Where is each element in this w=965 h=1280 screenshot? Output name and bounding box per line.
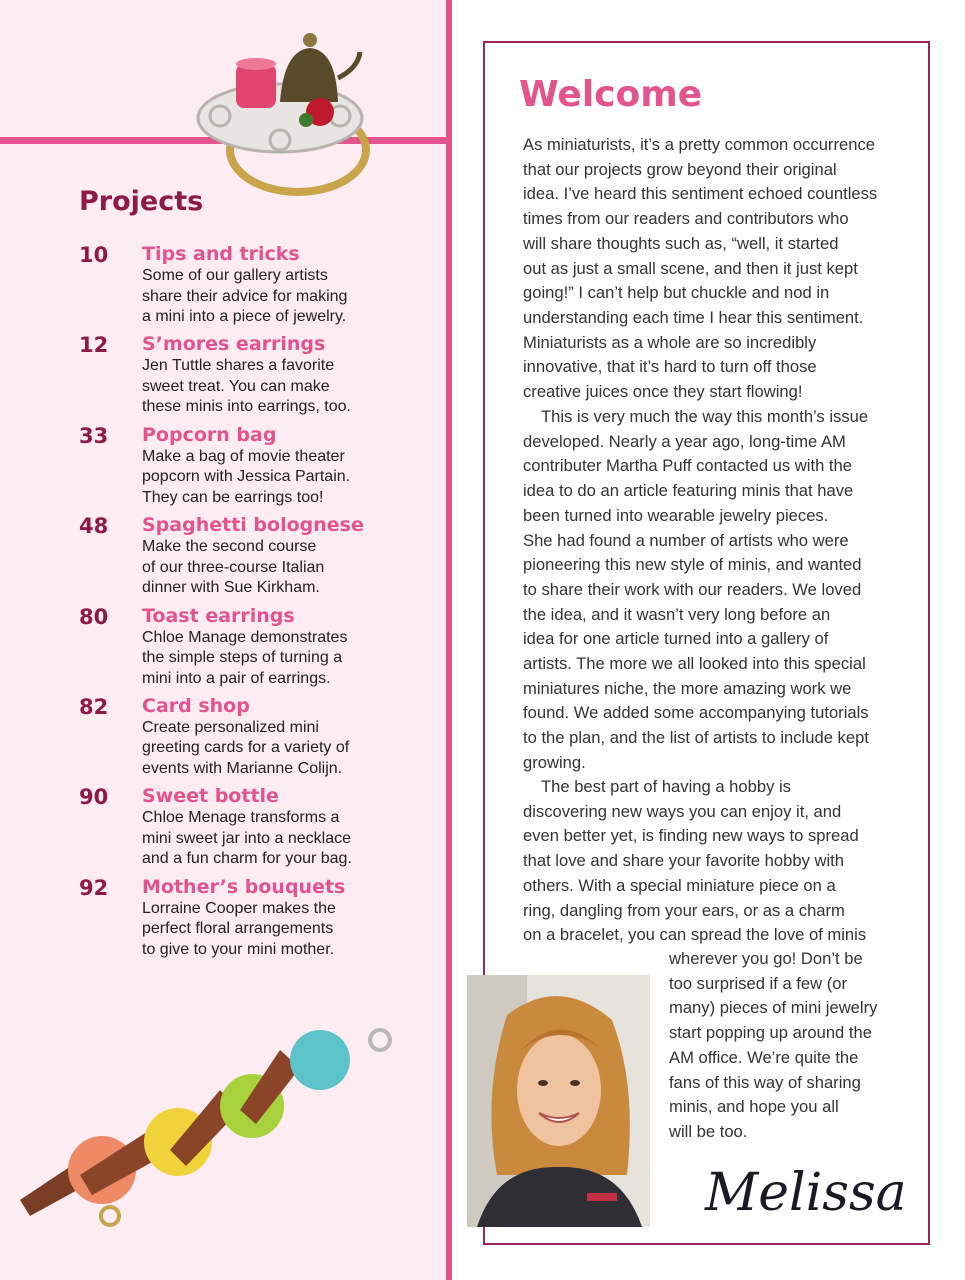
project-page-number: 12 — [79, 333, 109, 358]
project-description: Make the second course of our three-course Italian dinner with Sue Kirkham. — [142, 538, 325, 597]
project-title[interactable]: Card shop — [142, 694, 250, 717]
project-description: Make a bag of movie theater popcorn with Jessica Partain. They can be earrings too! — [142, 447, 351, 506]
welcome-paragraph-2: This is very much the way this month’s issue developed. Nearly a year ago, long-time AM contributer Martha Puff contacted us with the idea to do an article featuring minis that have been turned into wearable jewelry pieces. She had found a number of artists who were pioneering this new style of minis, and wanted to share their work with our readers. We loved the idea, and it wasn’t very long before an idea for one article turned into a gallery of artists. The more we all looked into this special miniatures niche, the more amazing work we found. We added some accompanying tutorials to the plan, and the list of artists to include kept growing. — [523, 407, 869, 772]
project-description: Some of our gallery artists share their advice for making a mini into a piece of jewelry. — [142, 267, 348, 325]
projects-list — [79, 243, 439, 966]
teapot-ring-image — [180, 20, 380, 220]
project-title[interactable]: Tips and tricks — [142, 243, 300, 265]
project-item[interactable] — [79, 424, 439, 514]
project-page-number: 90 — [79, 785, 109, 810]
svg-text:Melissa: Melissa — [705, 1163, 907, 1223]
project-description: Chloe Menage transforms a mini sweet jar into a necklace and a fun charm for your bag. — [142, 809, 352, 868]
welcome-paragraph-3-continued: wherever you go! Don’t be too surprised if a few (or many) pieces of mini jewelry start popping up around the AM office. We’re quite the fans of this way of sharing minis, and hope you all will be too. — [669, 949, 878, 1141]
project-title[interactable]: Mother’s bouquets — [142, 875, 346, 898]
ice-cream-cone-charms-image — [20, 1010, 440, 1240]
vertical-divider — [446, 0, 452, 1280]
project-description: Jen Tuttle shares a favorite sweet treat. You can make these minis into earrings, too. — [142, 357, 351, 416]
project-page-number: 80 — [79, 604, 109, 629]
signature — [700, 1148, 910, 1240]
project-page-number: 82 — [79, 694, 109, 719]
project-item[interactable] — [79, 605, 439, 695]
welcome-paragraph-1: As miniaturists, it’s a pretty common occurrence that our projects grow beyond their original idea. I’ve heard this sentiment echoed countless times from our readers and contributors who will share thoughts such as, “well, it started out as just a small scene, and then it just kept going!” I can’t help but chuckle and nod in understanding each time I hear this sentiment. Miniaturists as a whole are so incredibly innovative, that it’s hard to turn off those creative juices once they start flowing! — [523, 135, 878, 402]
projects-heading: Projects — [79, 186, 204, 217]
welcome-paragraph-3: The best part of having a hobby is discovering new ways you can enjoy it, and even better yet, is finding new ways to spread that love and share your favorite hobby with others. With a special miniature piece on a ring, dangling from your ears, or as a charm on a bracelet, you can spread the love of minis — [523, 777, 867, 945]
project-item[interactable] — [79, 695, 439, 785]
project-page-number: 33 — [79, 423, 109, 448]
project-title[interactable]: Spaghetti bolognese — [142, 514, 364, 537]
project-description: Lorraine Cooper makes the perfect floral arrangements to give to your mini mother. — [142, 899, 336, 958]
editor-portrait-photo — [467, 975, 650, 1227]
project-item[interactable] — [79, 243, 439, 333]
project-description: Create personalized mini greeting cards for a variety of events with Marianne Colijn. — [142, 718, 350, 777]
project-item[interactable] — [79, 333, 439, 423]
project-item[interactable] — [79, 785, 439, 875]
project-title[interactable]: S’mores earrings — [142, 333, 326, 356]
project-title[interactable]: Sweet bottle — [142, 785, 279, 808]
project-item[interactable] — [79, 514, 439, 604]
project-page-number: 92 — [79, 875, 109, 900]
welcome-heading: Welcome — [519, 74, 703, 115]
project-title[interactable]: Toast earrings — [142, 604, 295, 627]
project-page-number: 10 — [79, 243, 109, 267]
project-description: Chloe Manage demonstrates the simple steps of turning a mini into a pair of earrings. — [142, 628, 348, 687]
project-page-number: 48 — [79, 514, 109, 539]
project-title[interactable]: Popcorn bag — [142, 423, 277, 446]
project-item[interactable] — [79, 876, 439, 966]
